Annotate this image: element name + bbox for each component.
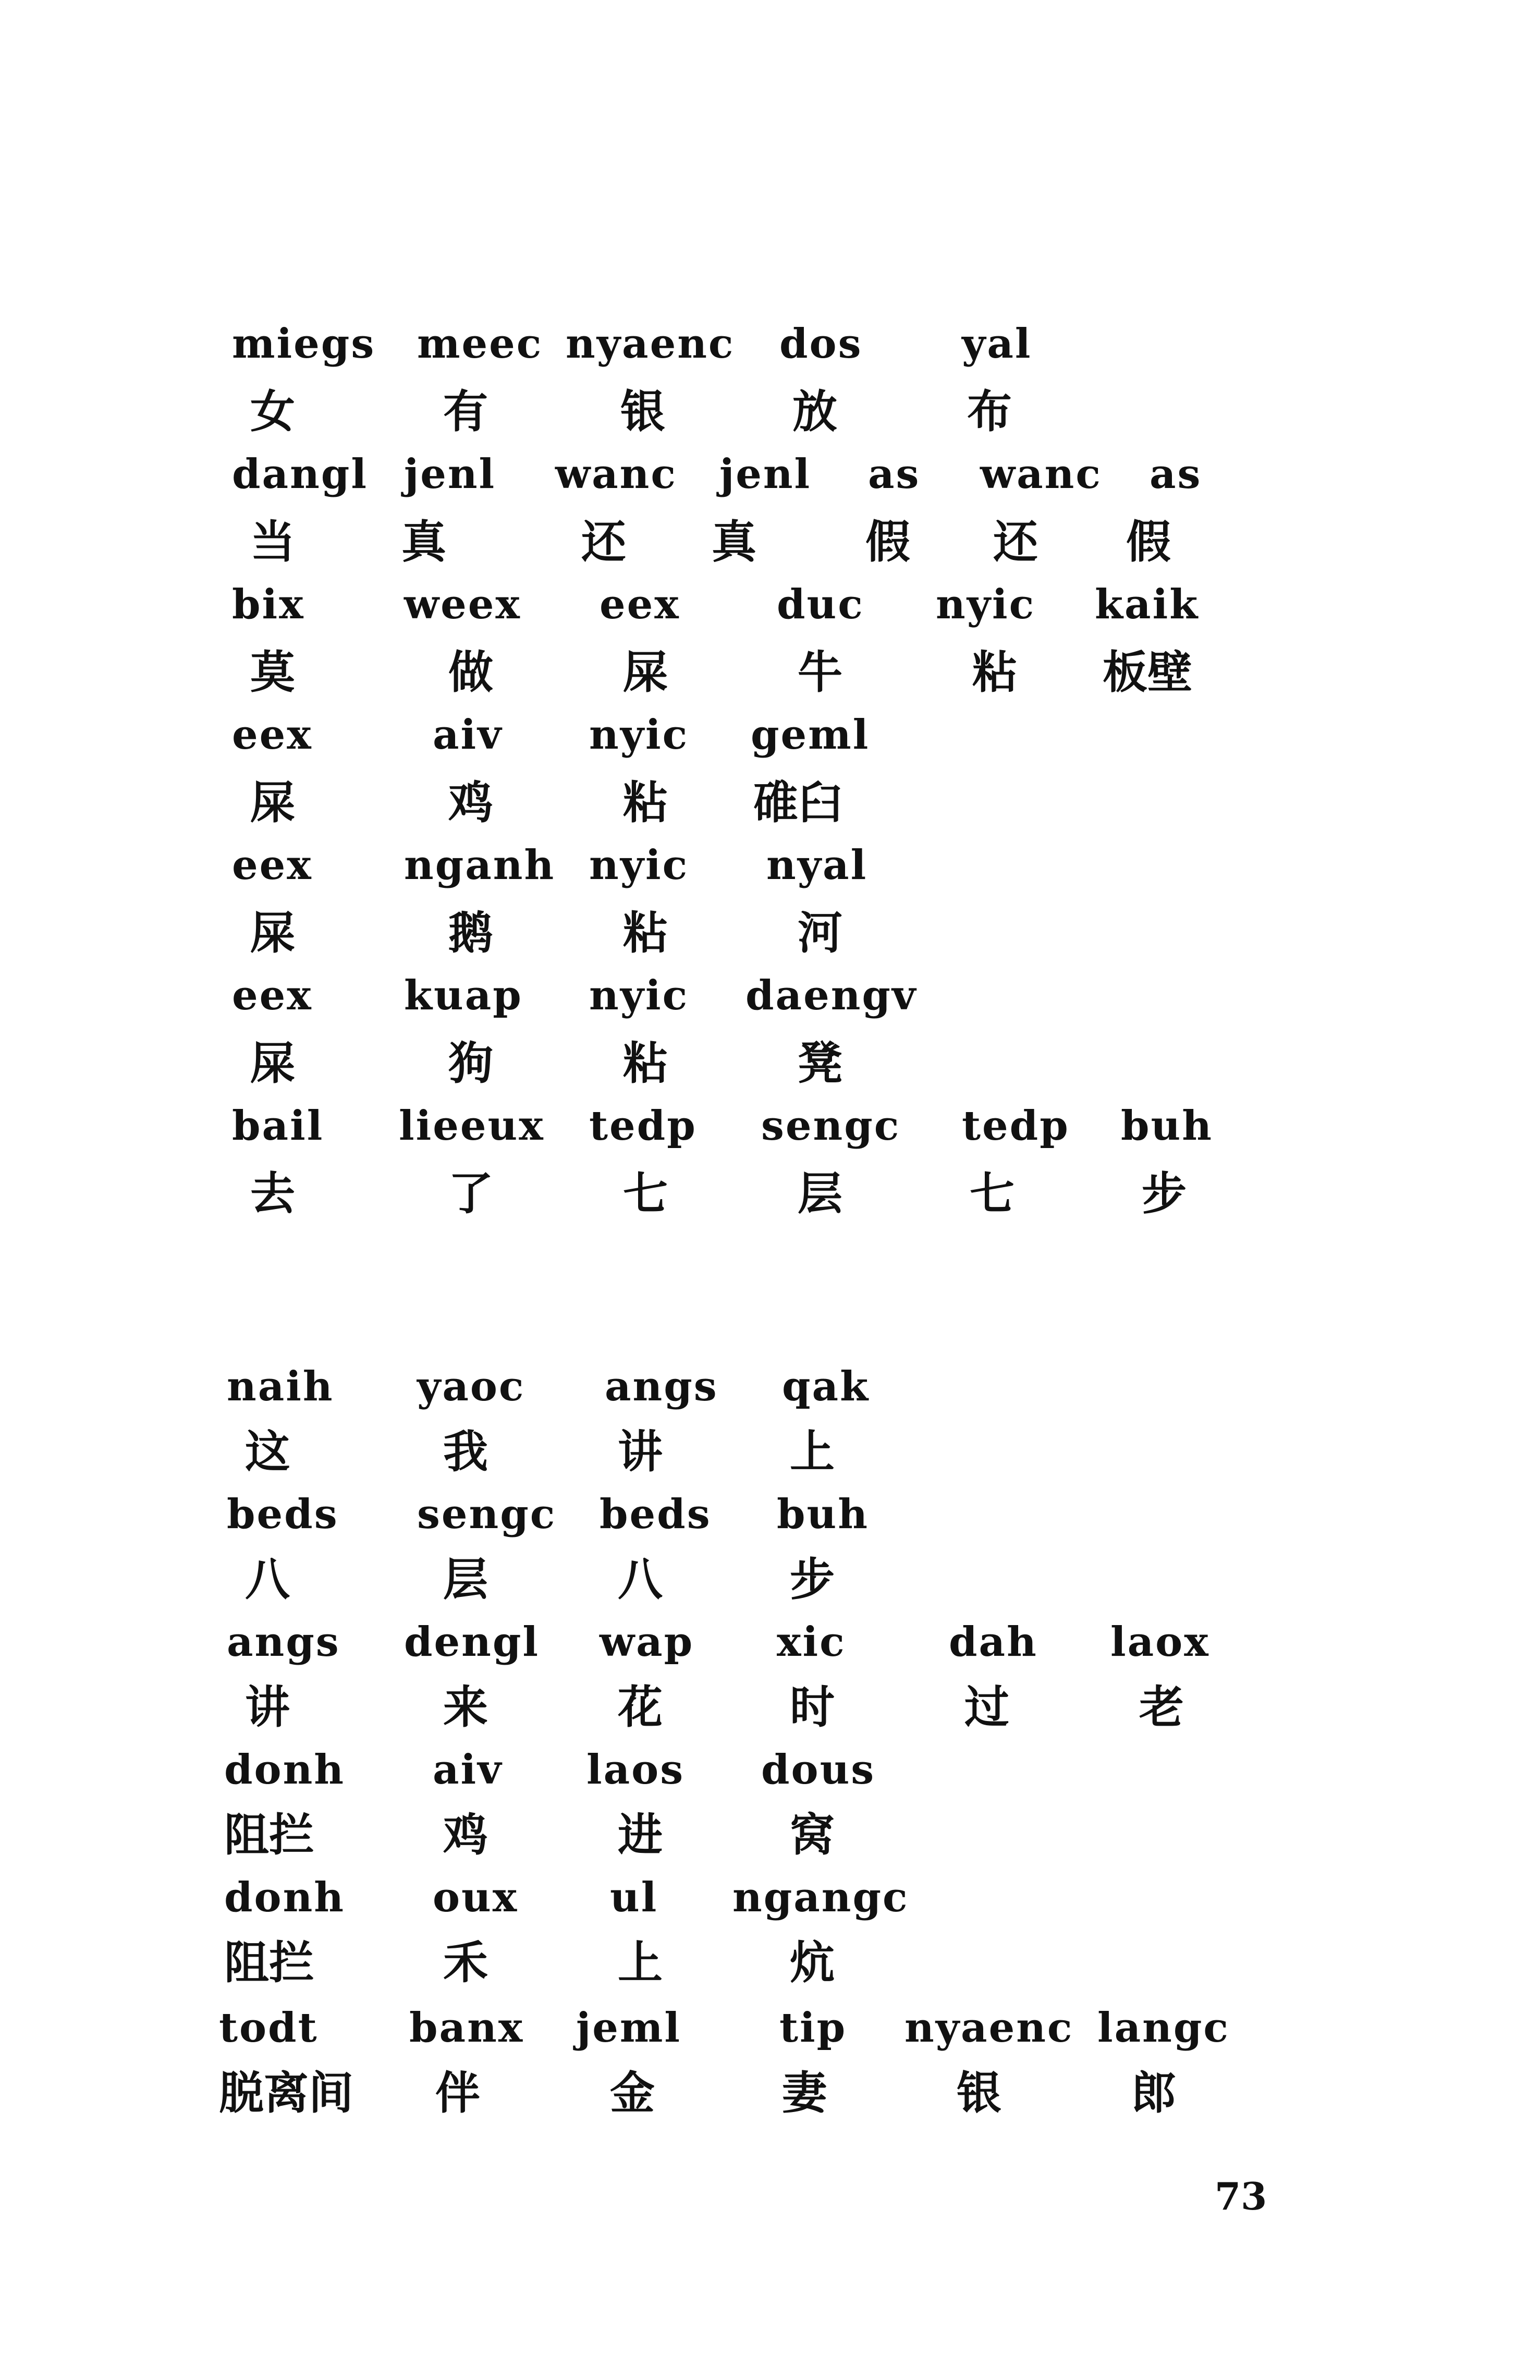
romanized-word: wanc [555,450,677,498]
chinese-gloss: 碓臼 [753,777,843,829]
chinese-gloss-line [0,1926,1540,1999]
romanized-word: bix [232,581,305,628]
chinese-gloss-line [0,1799,1540,1872]
romanized-line [0,438,1540,511]
chinese-gloss: 阻拦 [224,1809,314,1861]
chinese-gloss: 鹅 [448,907,493,959]
romanized-line [0,308,1540,381]
romanized-word: aiv [433,711,503,759]
chinese-gloss: 窝 [790,1809,835,1861]
romanized-line [0,1478,1540,1551]
chinese-gloss-line [0,1543,1540,1616]
chinese-gloss: 进 [618,1809,663,1861]
chinese-gloss: 讲 [245,1681,290,1734]
chinese-gloss: 讲 [618,1426,663,1478]
chinese-gloss: 假 [1126,516,1171,568]
chinese-gloss: 粘 [623,777,668,829]
romanized-word: nyaenc [905,2004,1074,2052]
chinese-gloss: 老 [1139,1681,1184,1734]
chinese-gloss: 层 [443,1554,488,1606]
romanized-line [0,1350,1540,1423]
romanized-word: miegs [232,320,376,368]
romanized-word: naih [227,1363,334,1410]
chinese-gloss: 有 [443,386,488,438]
chinese-gloss: 鸡 [443,1809,488,1861]
romanized-word: nganh [404,841,556,889]
romanized-word: nyic [936,581,1036,628]
romanized-word: meec [417,320,543,368]
romanized-line [0,1861,1540,1934]
romanized-word: nyaenc [566,320,735,368]
romanized-line [0,829,1540,902]
chinese-gloss: 这 [245,1426,290,1478]
romanized-word: nyic [589,841,689,889]
chinese-gloss: 屎 [623,646,668,699]
romanized-word: banx [409,2004,524,2052]
romanized-word: as [868,450,921,498]
chinese-gloss: 银 [620,386,665,438]
chinese-gloss: 牛 [798,646,842,699]
chinese-gloss: 凳 [798,1038,842,1090]
chinese-gloss: 步 [1142,1168,1187,1220]
romanized-word: wap [600,1618,694,1666]
romanized-word: jenl [719,450,812,498]
page-number: 73 [1215,2174,1267,2218]
romanized-word: donh [224,1874,345,1921]
chinese-gloss: 妻 [782,2067,827,2119]
romanized-word: jenl [404,450,496,498]
chinese-gloss: 女 [250,386,295,438]
chinese-gloss: 伴 [435,2067,480,2119]
romanized-word: dous [761,1746,876,1793]
chinese-gloss: 当 [250,516,295,568]
romanized-word: sengc [417,1491,557,1538]
romanized-word: angs [227,1618,340,1666]
romanized-line [0,1090,1540,1163]
chinese-gloss-line [0,766,1540,839]
romanized-word: kaik [1095,581,1200,628]
chinese-gloss: 真 [401,516,446,568]
chinese-gloss: 假 [865,516,910,568]
romanized-word: dos [779,320,863,368]
romanized-line [0,699,1540,772]
chinese-gloss: 真 [712,516,756,568]
chinese-gloss: 粘 [623,1038,668,1090]
romanized-word: duc [777,581,864,628]
chinese-gloss: 做 [448,646,493,699]
chinese-gloss: 脱离间 [219,2067,353,2119]
chinese-gloss-line [0,897,1540,970]
chinese-gloss: 还 [993,516,1038,568]
romanized-word: daengv [745,972,918,1019]
romanized-word: geml [751,711,870,759]
chinese-gloss: 阻拦 [224,1937,314,1989]
romanized-word: eex [232,841,313,889]
chinese-gloss: 鸡 [448,777,493,829]
chinese-gloss: 过 [964,1681,1009,1734]
chinese-gloss: 时 [790,1681,835,1734]
chinese-gloss: 布 [967,386,1012,438]
chinese-gloss-line [0,1415,1540,1488]
chinese-gloss: 七 [970,1168,1015,1220]
chinese-gloss: 七 [623,1168,668,1220]
chinese-gloss: 我 [443,1426,488,1478]
romanized-word: todt [219,2004,319,2052]
romanized-word: aiv [433,1746,503,1793]
romanized-word: as [1150,450,1202,498]
chinese-gloss: 莫 [250,646,295,699]
romanized-word: kuap [404,972,523,1019]
chinese-gloss-line [0,1027,1540,1100]
chinese-gloss: 炕 [790,1937,835,1989]
romanized-word: oux [433,1874,519,1921]
chinese-gloss: 板壁 [1103,646,1192,699]
romanized-word: buh [777,1491,869,1538]
romanized-word: nyic [589,711,689,759]
romanized-word: eex [232,972,313,1019]
chinese-gloss: 还 [581,516,626,568]
chinese-gloss: 粘 [623,907,668,959]
chinese-gloss: 河 [798,907,842,959]
romanized-word: tedp [589,1102,697,1150]
romanized-word: nyal [766,841,868,889]
romanized-line [0,959,1540,1032]
chinese-gloss-line [0,1157,1540,1230]
romanized-word: nyic [589,972,689,1019]
chinese-gloss-line [0,2057,1540,2130]
romanized-word: beds [227,1491,339,1538]
chinese-gloss: 禾 [443,1937,488,1989]
chinese-gloss: 花 [618,1681,663,1734]
romanized-word: ngangc [732,1874,909,1921]
romanized-word: eex [600,581,680,628]
chinese-gloss: 去 [250,1168,295,1220]
romanized-line [0,568,1540,641]
chinese-gloss-line [0,1671,1540,1744]
romanized-word: weex [404,581,521,628]
romanized-word: donh [224,1746,345,1793]
romanized-word: dangl [232,450,368,498]
romanized-word: dah [949,1618,1038,1666]
chinese-gloss: 了 [448,1168,493,1220]
romanized-word: yal [962,320,1032,368]
chinese-gloss: 屎 [250,1038,295,1090]
chinese-gloss: 八 [245,1554,290,1606]
chinese-gloss: 上 [790,1426,835,1478]
chinese-gloss: 来 [443,1681,488,1734]
romanized-word: lieeux [399,1102,545,1150]
chinese-gloss-line [0,636,1540,709]
chinese-gloss: 郎 [1131,2067,1176,2119]
romanized-word: tedp [962,1102,1070,1150]
chinese-gloss: 步 [790,1554,835,1606]
romanized-word: yaoc [417,1363,525,1410]
chinese-gloss: 层 [798,1168,842,1220]
chinese-gloss-line [0,375,1540,448]
romanized-word: langc [1097,2004,1230,2052]
romanized-word: eex [232,711,313,759]
romanized-word: ul [610,1874,658,1921]
chinese-gloss-line [0,506,1540,579]
romanized-word: qak [782,1363,870,1410]
chinese-gloss: 屎 [250,777,295,829]
romanized-word: angs [605,1363,718,1410]
romanized-word: jeml [576,2004,682,2052]
romanized-word: beds [600,1491,712,1538]
romanized-word: bail [232,1102,324,1150]
romanized-word: wanc [980,450,1102,498]
chinese-gloss: 粘 [972,646,1017,699]
romanized-word: laos [586,1746,685,1793]
chinese-gloss: 金 [610,2067,655,2119]
chinese-gloss: 放 [792,386,837,438]
chinese-gloss: 上 [618,1937,663,1989]
romanized-word: tip [779,2004,847,2052]
chinese-gloss: 银 [957,2067,1001,2119]
romanized-word: dengl [404,1618,540,1666]
romanized-word: xic [777,1618,846,1666]
romanized-line [0,1606,1540,1679]
chinese-gloss: 八 [618,1554,663,1606]
romanized-word: sengc [761,1102,901,1150]
romanized-line [0,1734,1540,1807]
chinese-gloss: 屎 [250,907,295,959]
romanized-word: buh [1121,1102,1213,1150]
romanized-line [0,1992,1540,2065]
romanized-word: laox [1110,1618,1210,1666]
chinese-gloss: 狗 [448,1038,493,1090]
